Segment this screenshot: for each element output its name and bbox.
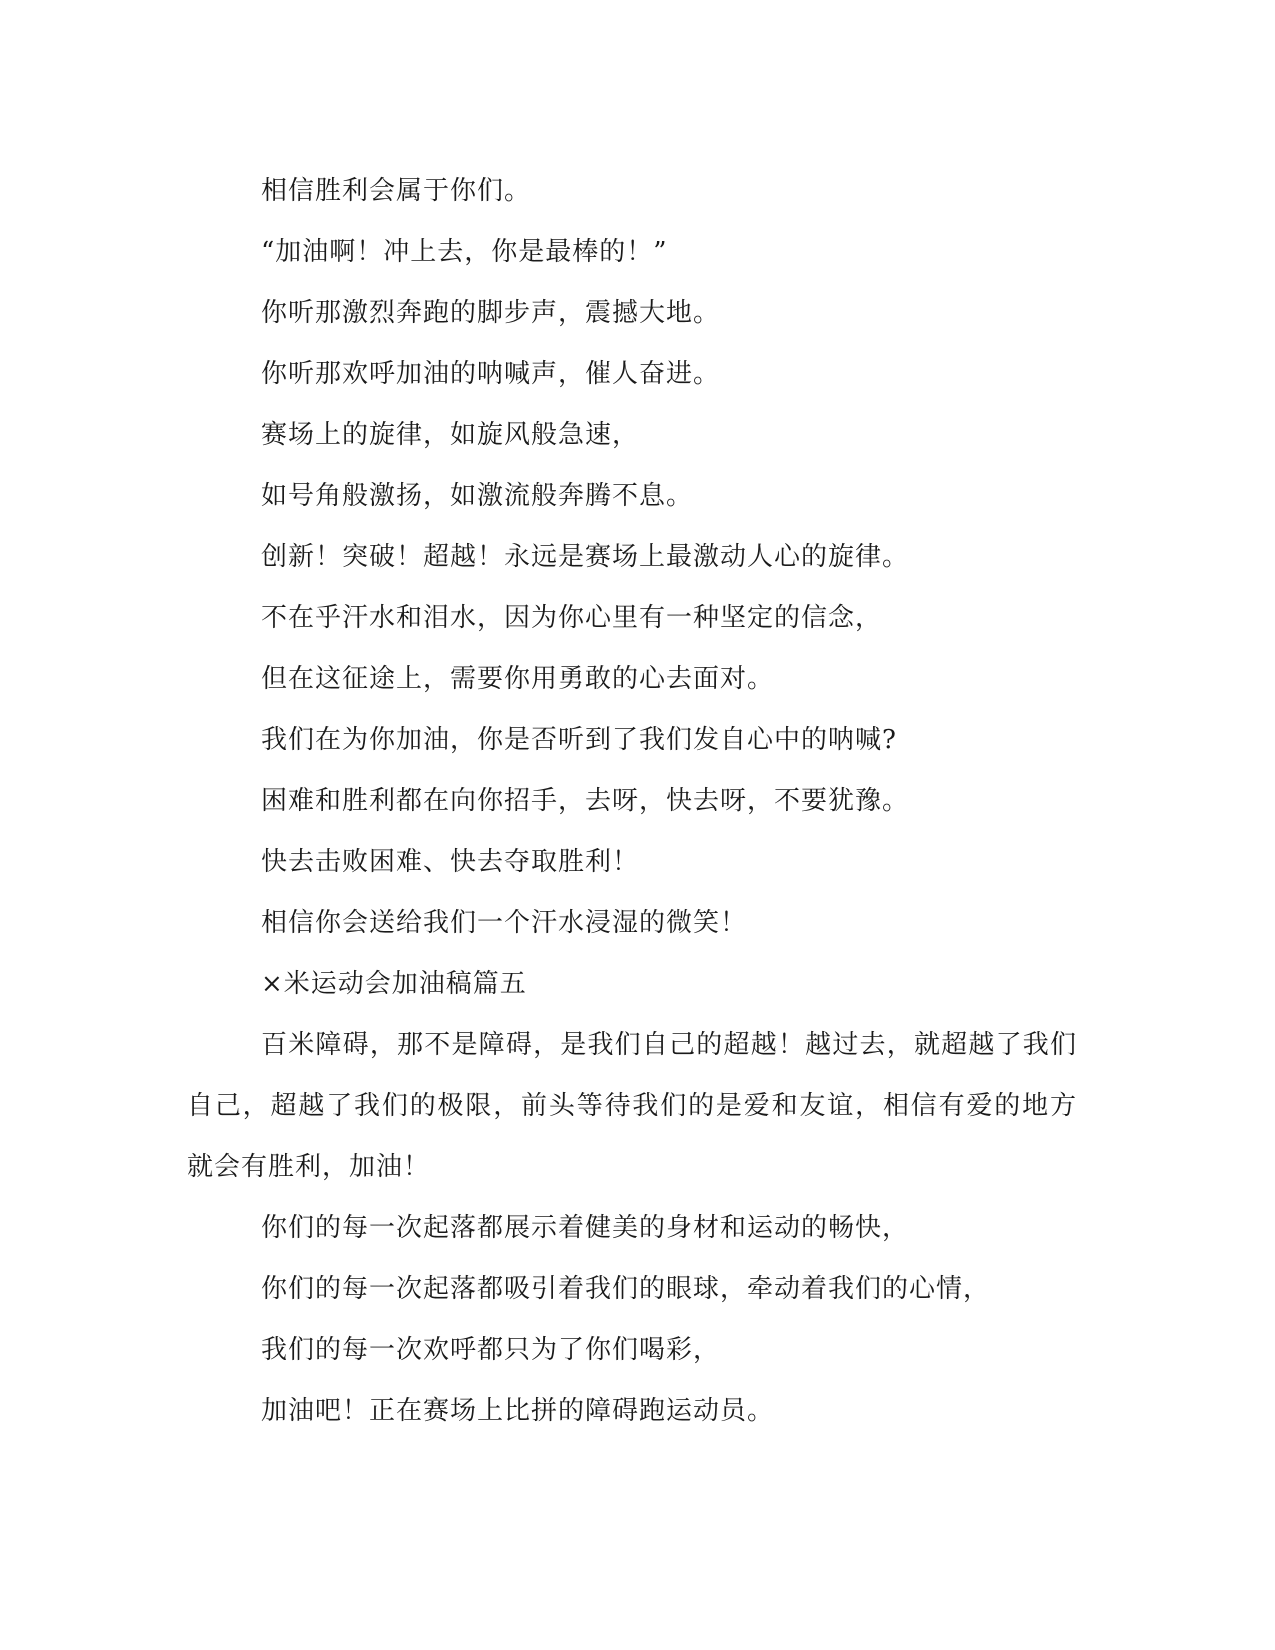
paragraph: 你们的每一次起落都展示着健美的身材和运动的畅快， xyxy=(261,1213,910,1243)
paragraph: 我们的每一次欢呼都只为了你们喝彩， xyxy=(261,1335,721,1365)
paragraph: 赛场上的旋律，如旋风般急速， xyxy=(261,420,640,450)
paragraph: 但在这征途上，需要你用勇敢的心去面对。 xyxy=(261,664,775,694)
paragraph: 快去击败困难、快去夺取胜利！ xyxy=(261,847,640,877)
section-heading: ×米运动会加油稿篇五 xyxy=(261,969,527,999)
paragraph: 你们的每一次起落都吸引着我们的眼球，牵动着我们的心情， xyxy=(261,1274,991,1304)
paragraph: 如号角般激扬，如激流般奔腾不息。 xyxy=(261,481,694,511)
paragraph: 我们在为你加油，你是否听到了我们发自心中的呐喊? xyxy=(261,725,897,755)
paragraph: 相信你会送给我们一个汗水浸湿的微笑！ xyxy=(261,908,748,938)
paragraph: 相信胜利会属于你们。 xyxy=(261,176,532,206)
paragraph: 不在乎汗水和泪水，因为你心里有一种坚定的信念， xyxy=(261,603,883,633)
document-body xyxy=(187,161,1077,1442)
paragraph: 你听那激烈奔跑的脚步声，震撼大地。 xyxy=(261,298,721,328)
paragraph: 百米障碍，那不是障碍，是我们自己的超越！越过去，就超越了我们自己，超越了我们的极限，前头等待我们的是爱和友谊，相信有爱的地方就会有胜利，加油！ xyxy=(187,1030,1077,1182)
paragraph: “加油啊！冲上去，你是最棒的！” xyxy=(261,237,668,267)
paragraph: 加油吧！正在赛场上比拼的障碍跑运动员。 xyxy=(261,1396,775,1426)
paragraph: 困难和胜利都在向你招手，去呀，快去呀，不要犹豫。 xyxy=(261,786,910,816)
paragraph: 创新！突破！超越！永远是赛场上最激动人心的旋律。 xyxy=(261,542,910,572)
paragraph: 你听那欢呼加油的呐喊声，催人奋进。 xyxy=(261,359,721,389)
